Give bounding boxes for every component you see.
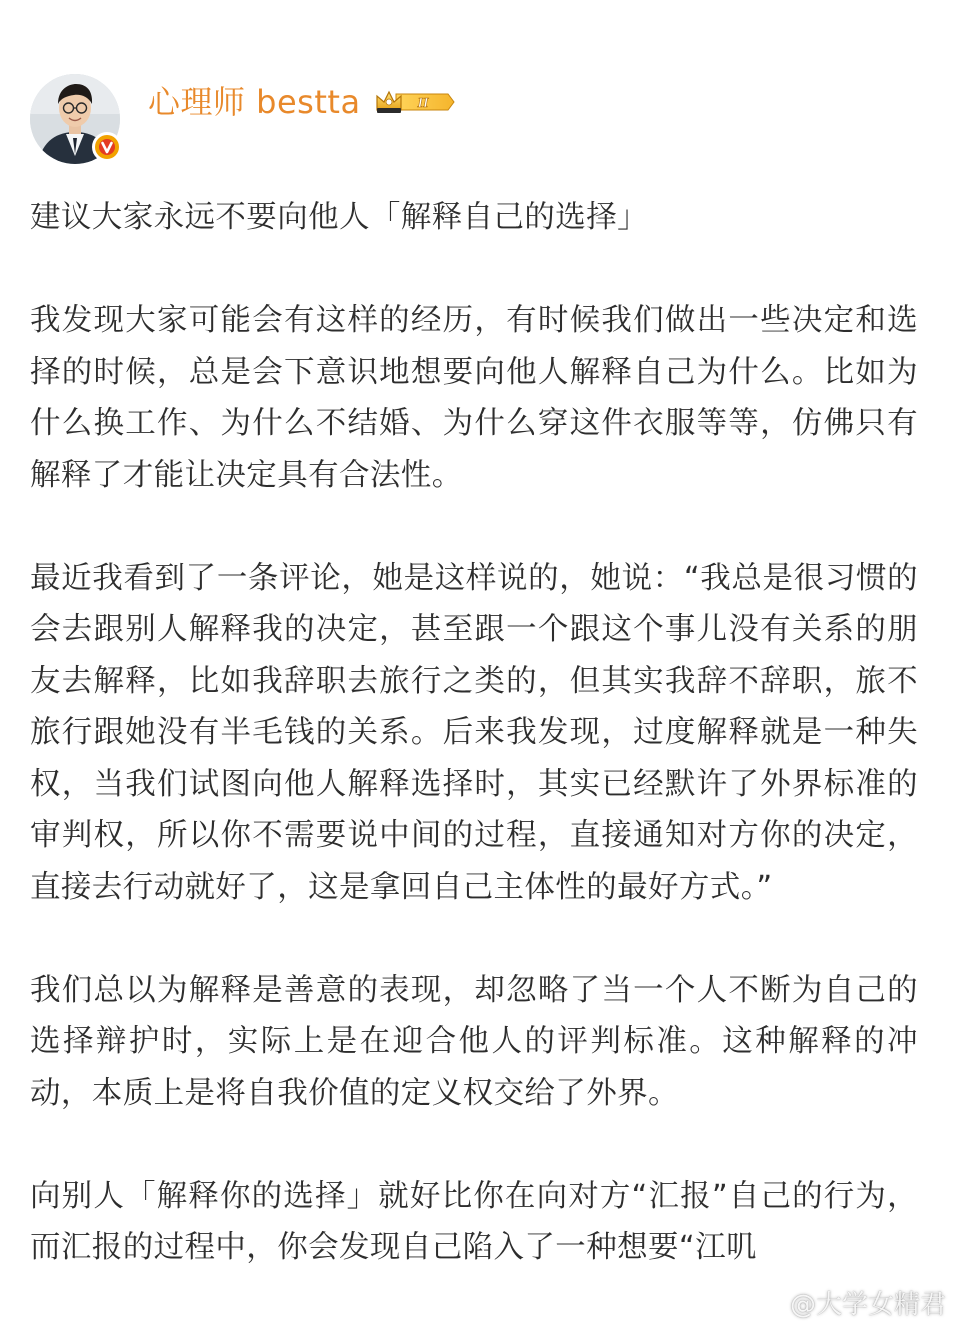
post-paragraph: 我们总以为解释是善意的表现，却忽略了当一个人不断为自己的选择辩护时，实际上是在迎合他人的评判标准。这种解释的冲动，本质上是将自我价值的定义权交给了外界。 (30, 972, 918, 1111)
post-title-line: 建议大家永远不要向他人「解释自己的选择」 (30, 200, 648, 235)
watermark (750, 1282, 946, 1322)
verified-v-icon (92, 132, 122, 162)
post-header (30, 74, 930, 166)
weibo-logo-icon (750, 1285, 784, 1319)
post-body (30, 192, 918, 1274)
post-paragraph: 我发现大家可能会有这样的经历，有时候我们做出一些决定和选择的时候，总是会下意识地想要向他人解释自己为什么。比如为什么换工作、为什么不结婚、为什么穿这件衣服等等，仿佛只有解释了才能让决定具有合法性。 (30, 303, 918, 493)
vip-level-text: II (417, 96, 429, 111)
crown-level-badge-icon[interactable] (374, 86, 456, 118)
post-paragraph: 向别人「解释你的选择」就好比你在向对方“汇报”自己的行为，而汇报的过程中，你会发现自己陷入了一种想要“江叽 (30, 1178, 918, 1265)
author-name[interactable]: 心理师 bestta (148, 83, 361, 121)
post-paragraph: 最近我看到了一条评论，她是这样说的，她说：“我总是很习惯的会去跟别人解释我的决定，甚至跟一个跟这个事儿没有关系的朋友去解释，比如我辞职去旅行之类的，但其实我辞不辞职，旅不旅行跟她没有半毛钱的关系。后来我发现，过度解释就是一种失权，当我们试图向他人解释选择时，其实已经默许了外界标准的审判权，所以你不需要说中间的过程，直接通知对方你的决定，直接去行动就好了，这是拿回自己主体性的最好方式。” (30, 560, 918, 905)
watermark-text: @大学女精君 (789, 1289, 946, 1320)
